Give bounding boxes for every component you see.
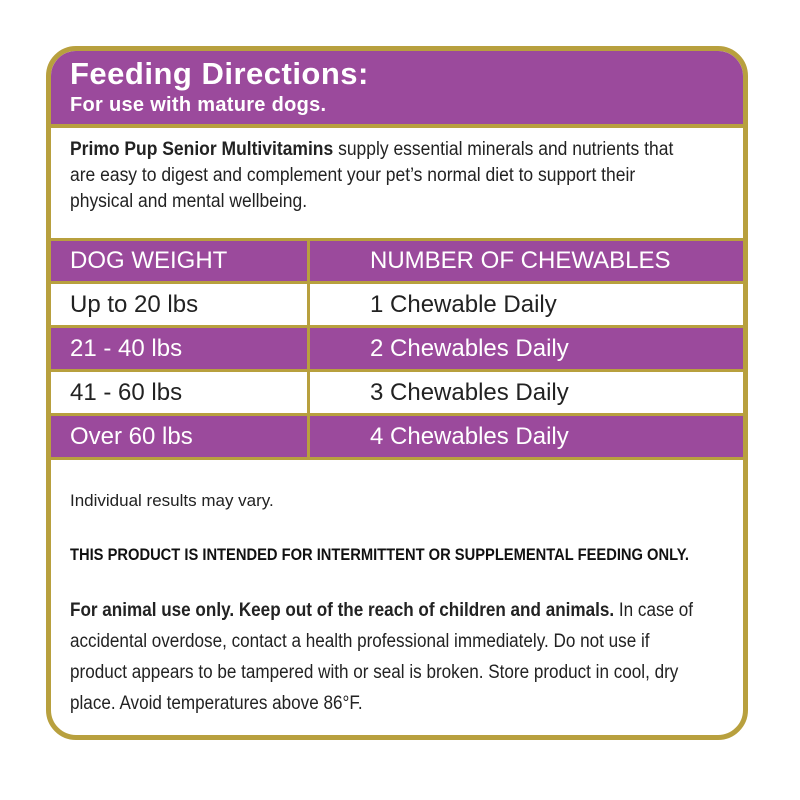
table-row (51, 416, 743, 460)
dosage-table (51, 238, 743, 460)
table-header-row (51, 238, 743, 284)
weight-cell: 21 - 40 lbs (70, 334, 183, 362)
intro-text: supply essential minerals and nutrients that are easy to digest and complement your pet’s normal diet to support their physical and mental wellbeing. (70, 139, 674, 212)
product-name: Primo Pup Senior Multivitamins (70, 139, 334, 160)
column-divider (307, 372, 310, 413)
header-band (51, 51, 743, 128)
column-divider (307, 284, 310, 325)
caution-bold: For animal use only. Keep out of the reach of children and animals. (70, 600, 615, 621)
column-header-chewables: NUMBER OF CHEWABLES (370, 247, 671, 274)
weight-cell: Over 60 lbs (70, 422, 193, 450)
column-divider (307, 416, 310, 457)
weight-cell: 41 - 60 lbs (70, 378, 183, 406)
table-row (51, 372, 743, 416)
caution-paragraph (70, 595, 700, 719)
chewables-cell: 2 Chewables Daily (370, 334, 569, 362)
weight-cell: Up to 20 lbs (70, 290, 199, 318)
column-header-dog-weight: DOG WEIGHT (70, 247, 228, 274)
column-divider (307, 328, 310, 369)
feeding-directions-card (46, 46, 748, 740)
table-row (51, 284, 743, 328)
column-divider (307, 241, 310, 281)
caution-text: In case of accidental overdose, contact a health professional immediately. Do not use if product appears to be tampered with or seal is broken. Store product in cool, dry place. Avoid temperatures above 86°F. (70, 600, 694, 714)
feeding-warning: THIS PRODUCT IS INTENDED FOR INTERMITTENT OR SUPPLEMENTAL FEEDING ONLY. (70, 545, 690, 564)
chewables-cell: 3 Chewables Daily (370, 378, 569, 406)
table-row (51, 328, 743, 372)
header-title: Feeding Directions: (70, 56, 369, 91)
intro-paragraph (70, 137, 677, 215)
header-subtitle: For use with mature dogs. (70, 94, 327, 116)
chewables-cell: 1 Chewable Daily (370, 290, 557, 318)
chewables-cell: 4 Chewables Daily (370, 422, 569, 450)
results-note: Individual results may vary. (70, 491, 274, 510)
